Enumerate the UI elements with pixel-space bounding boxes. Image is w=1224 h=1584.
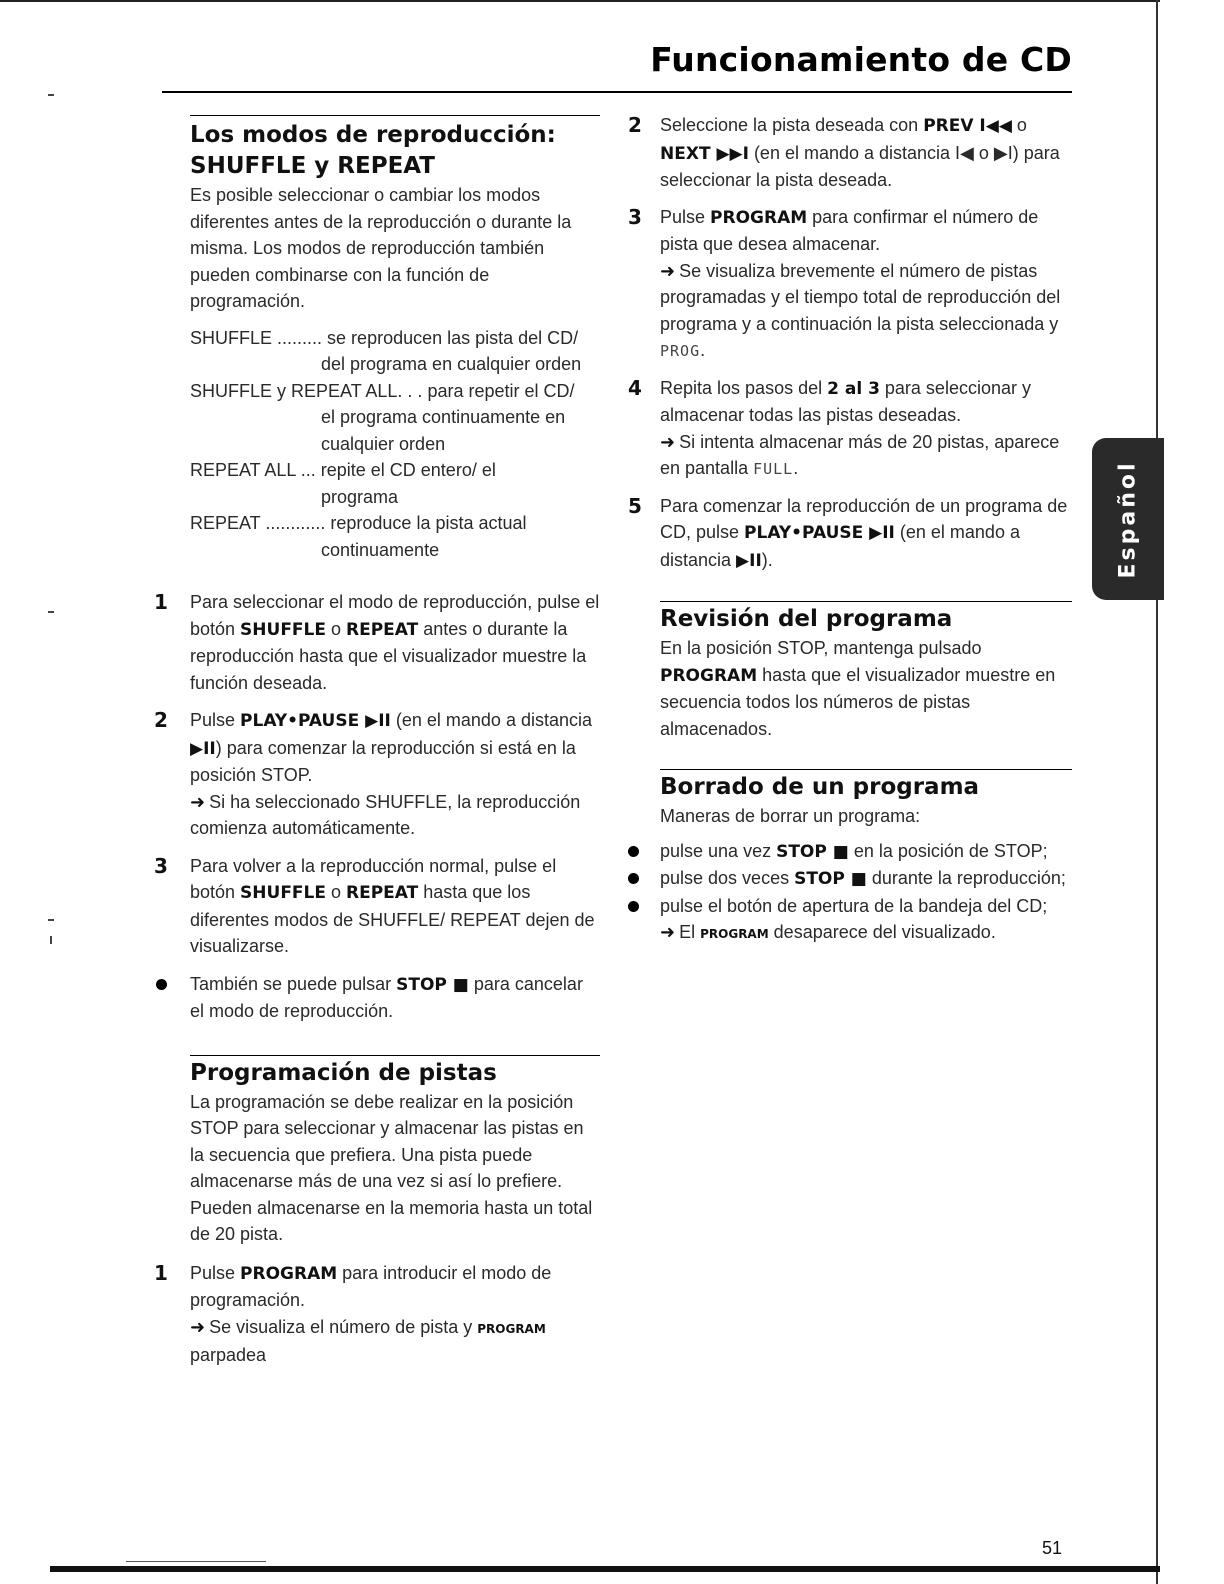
arrow-icon: ➜ [660, 260, 676, 281]
step-text: Pulse [660, 206, 711, 227]
modes-intro: Es posible seleccionar o cambiar los modos diferentes antes de la reproducción o durante la misma. Los modos de reproducción también pueden combinarse con la función de programación. [190, 185, 572, 311]
step-number: 5 [628, 493, 642, 518]
step-number: 3 [154, 853, 168, 878]
bullet-icon [156, 979, 167, 990]
modes-bullet [150, 971, 600, 1025]
mode-desc: se reproducen las pista del CD/ [327, 327, 579, 348]
mode-key: REPEAT ALL ... [190, 460, 316, 480]
review-text-part: En la posición STOP, mantenga pulsado [660, 638, 982, 658]
step-text: para introducir el modo de programación. [190, 1262, 552, 1310]
step-number: 2 [628, 113, 642, 137]
bullet-text: También se puede pulsar [190, 973, 397, 994]
erase-bullet [622, 893, 1072, 948]
step-text: para confirmar el número de pista que desea almacenar. [660, 206, 1039, 254]
prev-label: PREV I◀◀ [923, 116, 1012, 136]
bullet-note: El [679, 922, 701, 942]
mode-row-repeat-all [190, 457, 600, 510]
mode-desc: del programa en cualquier orden [321, 354, 582, 374]
review-text-part: hasta que el visualizador muestre en secuencia todos los números de pistas almacenados. [660, 664, 1056, 739]
bullet-icon [628, 846, 639, 857]
step-note: . [793, 458, 799, 478]
page-title: Funcionamiento de CD [650, 40, 1072, 79]
modes-step-1 [150, 589, 600, 696]
step-text: antes o durante la reproducción hasta que el visualizador muestre la función deseada. [190, 618, 587, 693]
erase-bullet [622, 865, 1072, 893]
section-rule [190, 115, 600, 116]
bullet-text: durante la reproducción; [866, 868, 1066, 888]
modes-title-line1: Los modos de reproducción: [190, 122, 556, 148]
program-label: PROGRAM [660, 665, 758, 686]
stop-label: STOP ■ [396, 974, 469, 995]
step-text: o [326, 882, 347, 902]
mode-row-repeat [190, 510, 600, 563]
program-label: PROGRAM [710, 207, 808, 228]
left-column [150, 112, 600, 1369]
step-number: 4 [628, 375, 642, 400]
repeat-label: REPEAT [346, 619, 419, 640]
next-label: NEXT ▶▶I [660, 143, 749, 164]
step-text: para seleccionar y almacenar todas las pistas deseadas. [660, 377, 1031, 425]
programming-step-3 [622, 204, 1072, 365]
step-text: ) para comenzar la reproducción si está en la posición STOP. [190, 737, 576, 785]
arrow-icon: ➜ [660, 431, 676, 452]
step-text: Pulse [190, 1262, 241, 1283]
language-tab [1092, 438, 1164, 600]
step-note: Se visualiza el número de pista y [209, 1316, 478, 1337]
programming-step-5 [622, 493, 1072, 575]
step-text: Para comenzar la reproducción de un programa de CD, pulse [660, 495, 1068, 542]
page-border-bottom [50, 1566, 1160, 1572]
step-number: 3 [628, 204, 642, 229]
bullet-text: pulse dos veces [660, 868, 795, 888]
step-text: (en el mando a distancia [660, 522, 1020, 570]
step-number: 2 [154, 708, 168, 732]
page-number: 51 [1042, 1538, 1063, 1558]
arrow-icon: ➜ [190, 1316, 206, 1337]
mode-desc: para repetir el CD/ [427, 380, 575, 401]
bullet-text: para cancelar el modo de reproducción. [190, 973, 583, 1021]
programming-intro: La programación se debe realizar en la posición STOP para seleccionar y almacenar las pistas en la secuencia que prefiera. Una pista puede almacenarse más de una vez si así lo prefiere. Pueden almacenarse en la memoria hasta un total de 20 pista. [190, 1091, 593, 1244]
mode-desc: el programa continuamente en [321, 407, 566, 427]
repeat-label: REPEAT [346, 883, 419, 903]
lcd-prog-text: PROG [660, 342, 701, 360]
section-rule [190, 1055, 600, 1056]
step-text: (en el mando a distancia [390, 710, 592, 730]
language-tab-label: Español [1115, 459, 1141, 579]
scan-speck [50, 936, 52, 944]
step-text: Para seleccionar el modo de reproducción, pulse el botón [190, 592, 600, 639]
program-label: PROGRAM [240, 1263, 338, 1284]
step-text: hasta que los diferentes modos de SHUFFLE/ REPEAT dejen de visualizarse. [190, 882, 595, 956]
mode-key: SHUFFLE y REPEAT ALL. . . [190, 380, 423, 401]
mode-desc: continuamente [321, 539, 440, 560]
play-pause-remote-label: ▶II [190, 738, 216, 759]
mode-row-shuffle [190, 325, 600, 378]
modes-step-3 [150, 853, 600, 960]
programming-step-1 [150, 1260, 600, 1369]
step-note: Se visualiza brevemente el número de pistas programadas y el tiempo total de reproducción del programa y a continuación la pista seleccionada y [660, 260, 1061, 334]
program-indicator: PROGRAM [700, 927, 769, 941]
modes-title-line2: SHUFFLE y REPEAT [190, 153, 435, 179]
scan-speck [48, 94, 54, 96]
stop-label: STOP ■ [776, 841, 849, 862]
arrow-icon: ➜ [660, 922, 676, 942]
step-text: Para volver a la reproducción normal, pulse el botón [190, 855, 557, 902]
page-border-bottom-thin [126, 1561, 266, 1562]
step-note: parpadea [190, 1345, 267, 1365]
section-rule [660, 769, 1072, 770]
scan-speck [48, 919, 54, 921]
bullet-icon [628, 873, 639, 884]
shuffle-label: SHUFFLE [240, 619, 326, 640]
section-rule [660, 601, 1072, 602]
step-text: (en el mando a distancia I◀ o ▶I) para seleccionar la pista deseada. [660, 142, 1060, 190]
programming-title: Programación de pistas [190, 1059, 497, 1086]
right-column [622, 112, 1072, 948]
modes-step-2 [150, 707, 600, 842]
shuffle-label: SHUFFLE [240, 883, 326, 903]
programming-step-2 [622, 112, 1072, 194]
step-text: o [1011, 115, 1027, 135]
mode-desc: programa [321, 486, 399, 507]
review-text [660, 635, 1072, 742]
programming-step-4 [622, 375, 1072, 483]
modes-title [190, 120, 600, 182]
step-text: Pulse [190, 710, 241, 730]
page-border-top [0, 0, 1160, 2]
scan-speck [48, 611, 54, 613]
play-pause-remote-label: ▶II [736, 550, 762, 571]
step-number: 1 [154, 1260, 168, 1285]
bullet-text: en la posición de STOP; [848, 840, 1048, 861]
erase-title: Borrado de un programa [660, 774, 980, 800]
lcd-full-text: FULL [753, 460, 794, 478]
steps-range-label: 2 al 3 [827, 378, 880, 399]
mode-desc: cualquier orden [321, 433, 446, 454]
stop-label: STOP ■ [794, 869, 867, 889]
page-border-right [1156, 0, 1158, 1584]
bullet-icon [628, 901, 639, 912]
step-note: . [700, 340, 706, 360]
modes-table [190, 325, 600, 564]
step-note: Si ha seleccionado SHUFFLE, la reproducción comienza automáticamente. [190, 791, 581, 838]
mode-key: REPEAT ............ [190, 513, 326, 533]
step-note: Si intenta almacenar más de 20 pistas, aparece en pantalla [660, 431, 1060, 478]
mode-key: SHUFFLE ......... [190, 327, 323, 348]
step-text: Repita los pasos del [660, 377, 828, 398]
bullet-text: pulse el botón de apertura de la bandeja del CD; [660, 895, 1048, 916]
mode-desc: repite el CD entero/ el [320, 460, 496, 480]
title-rule [162, 91, 1072, 93]
step-number: 1 [154, 590, 168, 614]
erase-intro: Maneras de borrar un programa: [660, 806, 921, 826]
play-pause-label: PLAY•PAUSE ▶II [744, 523, 895, 543]
program-indicator: PROGRAM [477, 1321, 546, 1336]
step-text: Seleccione la pista deseada con [660, 115, 924, 135]
bullet-note: desaparece del visualizado. [768, 922, 996, 942]
erase-bullet [622, 838, 1072, 866]
arrow-icon: ➜ [190, 791, 206, 812]
play-pause-label: PLAY•PAUSE ▶II [240, 711, 391, 731]
mode-desc: reproduce la pista actual [330, 513, 527, 533]
step-text: ). [761, 549, 773, 570]
bullet-text: pulse una vez [660, 840, 777, 861]
review-title: Revisión del programa [660, 606, 953, 632]
step-text: o [326, 618, 347, 639]
mode-row-shuffle-repeat [190, 378, 600, 458]
